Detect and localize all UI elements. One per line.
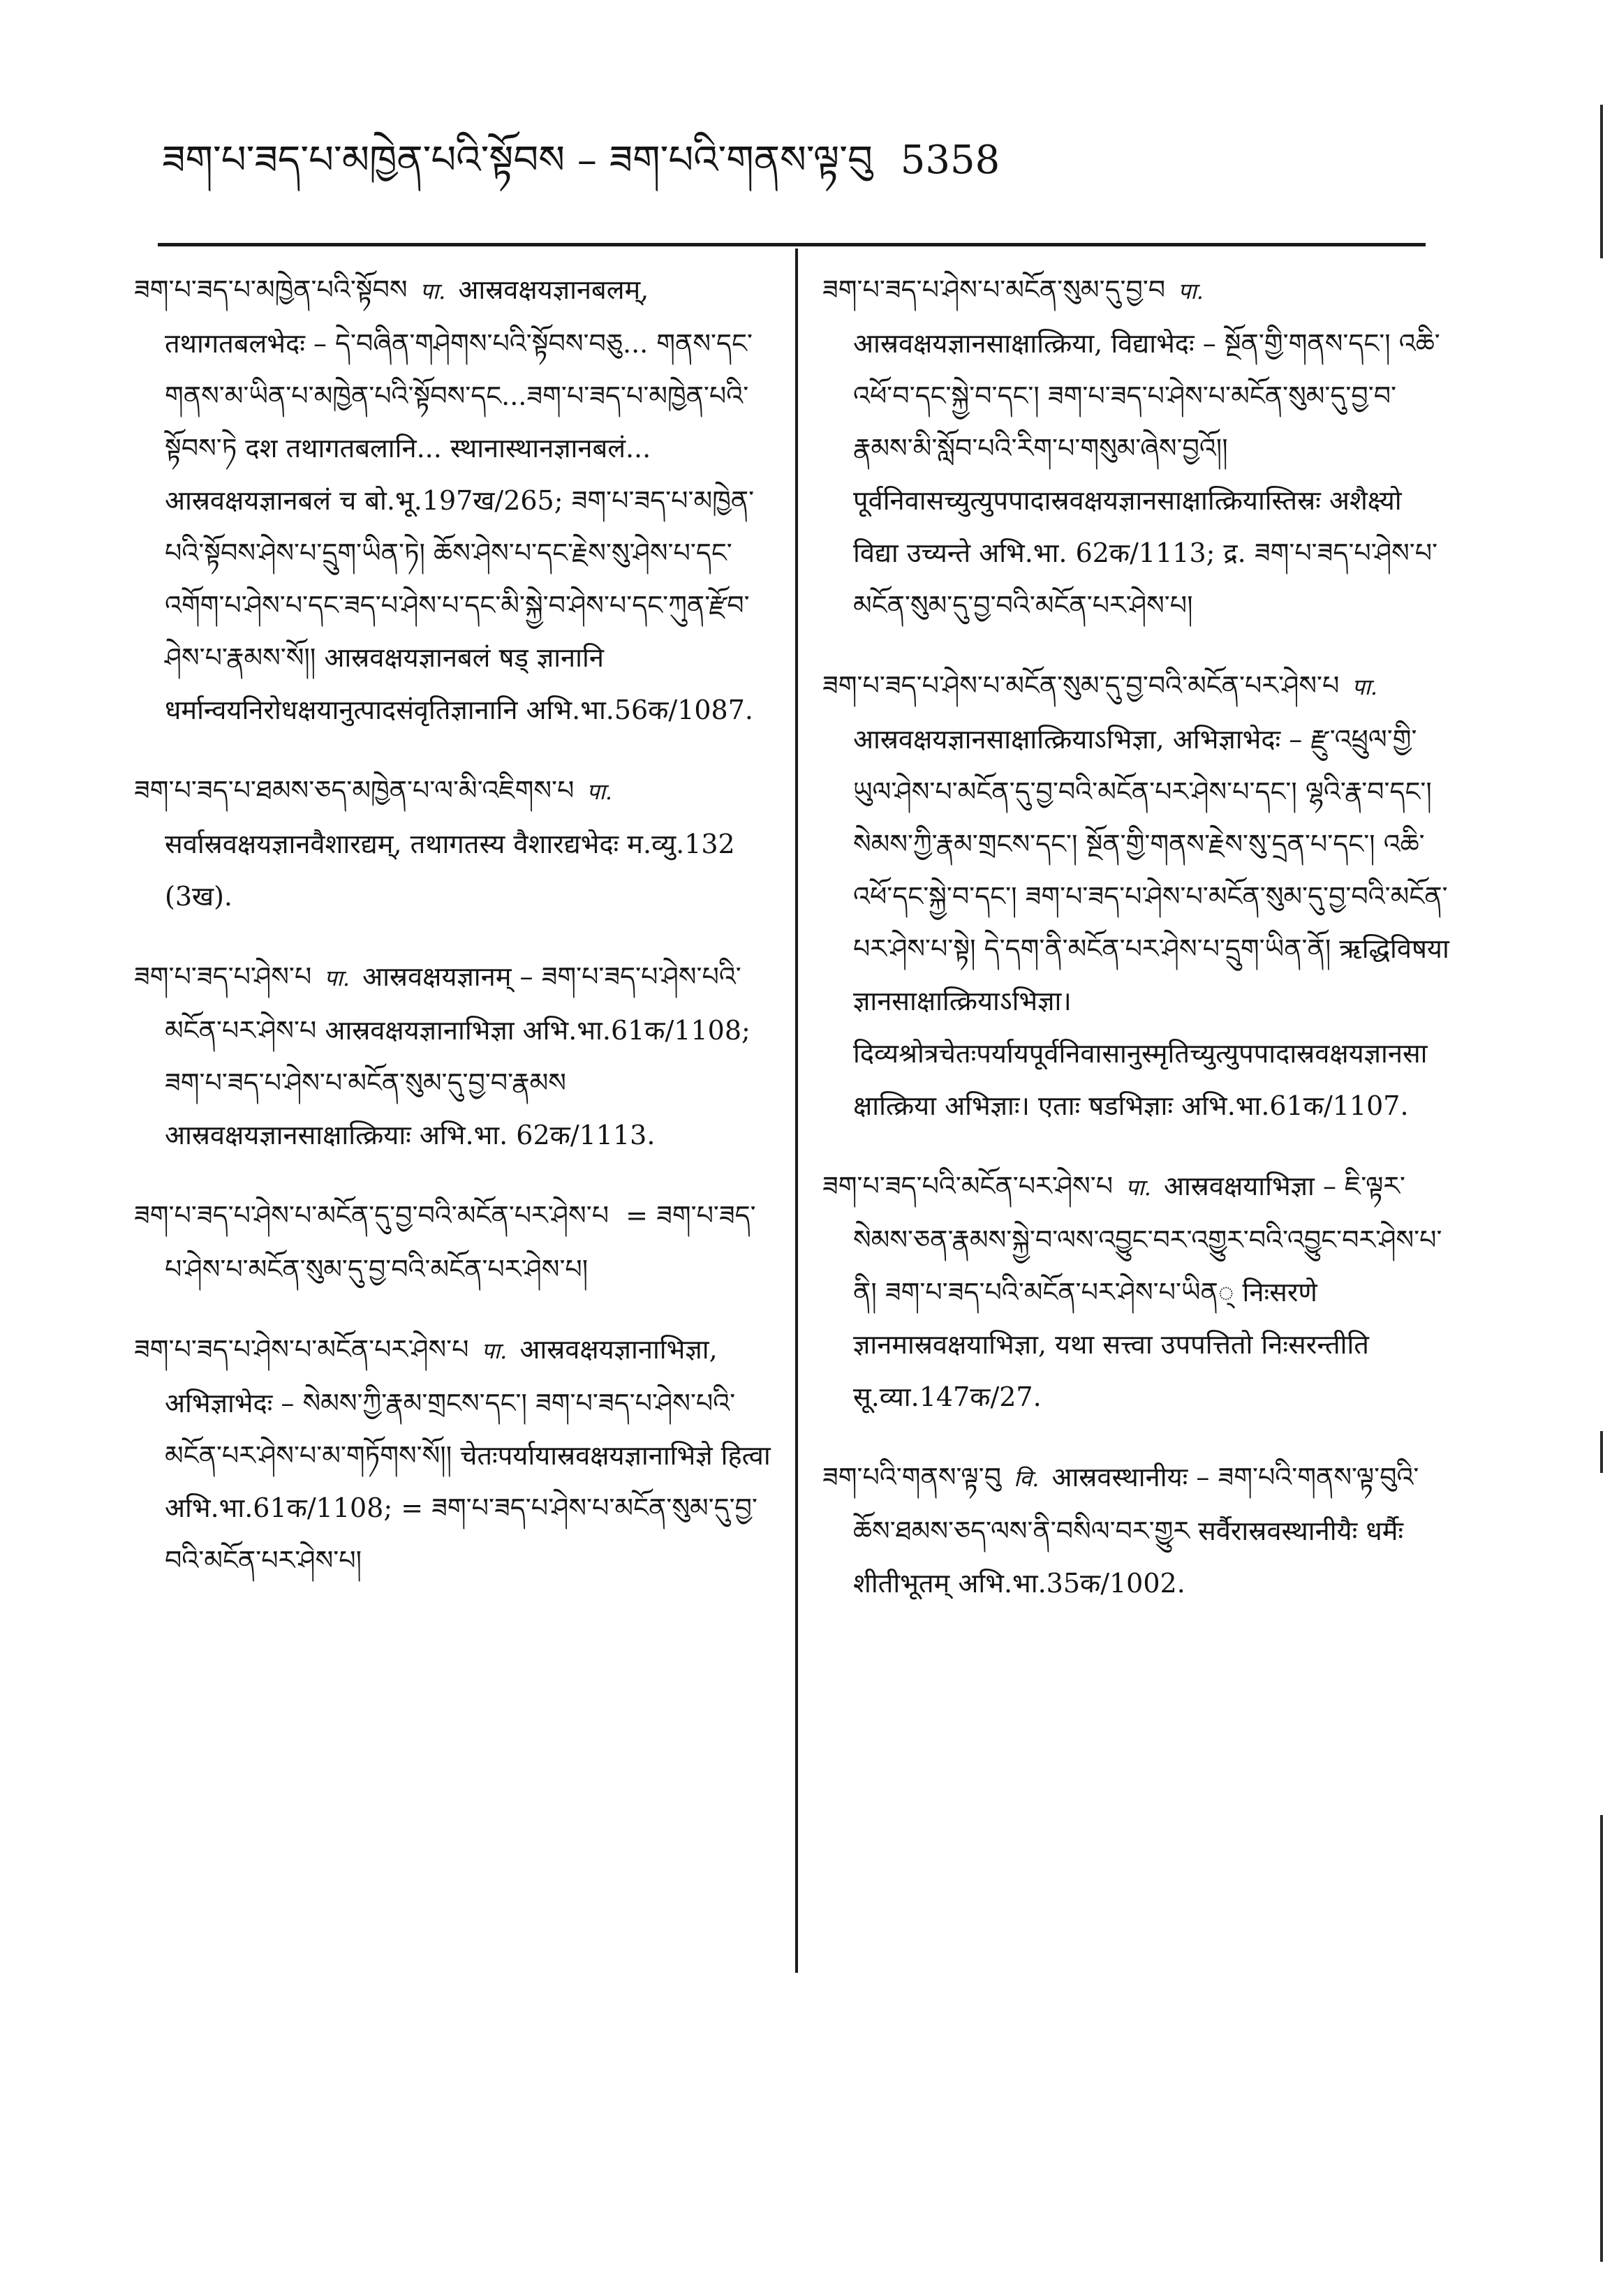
grammar-abbreviation: पा.	[1178, 278, 1204, 304]
header-rule	[158, 243, 1426, 246]
dictionary-entry	[822, 264, 1451, 632]
left-column	[134, 264, 771, 1615]
grammar-abbreviation: वि.	[1014, 1465, 1040, 1492]
dictionary-entry	[822, 1160, 1451, 1423]
grammar-abbreviation: पा.	[1352, 674, 1378, 700]
running-header	[162, 133, 1488, 188]
page-number: 5358	[900, 138, 1000, 183]
entry-headword: ཟག་པ་ཟད་པ་མཁྱེན་པའི་སྟོབས	[134, 274, 408, 305]
entry-body: सर्वास्रवक्षयज्ञानवैशारद्यम्, तथागतस्य वैशारद्यभेदः म.व्यु.132 (3ख).	[165, 829, 735, 912]
entry-headword: ཟག་པ་ཟད་པ་ཤེས་པ་མངོན་སུམ་དུ་བྱ་བ	[822, 274, 1166, 305]
grammar-abbreviation: पा.	[1125, 1174, 1151, 1201]
entry-body: आस्रवक्षयज्ञानसाक्षात्क्रियाऽभिज्ञा, अभिज्ञाभेदः – རྫུ་འཕྲུལ་གྱི་ཡུལ་ཤེས་པ་མངོན་དུ་བྱ་བའི་མངོན་པར་ཤེས་པ་དང་། ལྷའི་རྣ་བ་དང་། སེམས་ཀྱི་རྣམ་གྲངས་དང་། སྔོན་གྱི་གནས་རྗེས་སུ་དྲན་པ་དང་། འཆི་འཕོ་དང་སྐྱེ་བ་དང་། ཟག་པ་ཟད་པ་ཤེས་པ་མངོན་སུམ་དུ་བྱ་བའི་མངོན་པར་ཤེས་པ་སྟེ། དེ་དག་ནི་མངོན་པར་ཤེས་པ་དྲུག་ཡིན་ནོ། ऋद्धिविषया ज्ञानसाक्षात्क्रियाऽभिज्ञा। दिव्यश्रोत्रचेतःपर्यायपूर्वनिवासानुस्मृतिच्युत्युपपादास्रवक्षयज्ञानसाक्षात्क्रिया अभिज्ञाः। एताः षडभिज्ञाः अभि.भा.61क/1107.	[853, 724, 1449, 1121]
entry-headword: ཟག་པ་ཟད་པ་ཤེས་པ་མངོན་དུ་བྱ་བའི་མངོན་པར་ཤེས་པ	[134, 1200, 609, 1231]
entry-body: आस्रवक्षयाभिज्ञा – ཇི་ལྟར་སེམས་ཅན་རྣམས་སྐྱེ་བ་ལས་འབྱུང་བར་འགྱུར་བའི་འབྱུང་བར་ཤེས་པ་ནི། ཟག་པ་ཟད་པའི་མངོན་པར་ཤེས་པ་ཡིན् निःसरणे ज्ञानमास्रवक्षयाभिज्ञा, यथा सत्त्वा उपपत्तितो निःसरन्तीति सू.व्या.147क/27.	[853, 1171, 1442, 1412]
entry-headword: ཟག་པ་ཟད་པའི་མངོན་པར་ཤེས་པ	[822, 1171, 1114, 1201]
dictionary-entry	[134, 264, 771, 736]
right-column	[822, 264, 1451, 1638]
dictionary-entry	[134, 764, 771, 923]
scan-edge-mark	[1600, 1815, 1603, 2262]
grammar-abbreviation: पा.	[420, 278, 446, 304]
entry-headword: ཟག་པའི་གནས་ལྟ་བུ	[822, 1462, 1002, 1493]
column-divider	[795, 249, 798, 1973]
dictionary-entry	[134, 1324, 771, 1587]
entry-headword: ཟག་པ་ཟད་པ་ཐམས་ཅད་མཁྱེན་པ་ལ་མི་འཇིགས་པ	[134, 775, 575, 806]
entry-body: आस्रवस्थानीयः – ཟག་པའི་གནས་ལྟ་བུའི་ཆོས་ཐམས་ཅད་ལས་ནི་བསིལ་བར་གྱུར सर्वैरास्रवस्थानीयैः धर्मैः शीतीभूतम् अभि.भा.35क/1002.	[853, 1462, 1419, 1599]
entry-body: आस्रवक्षयज्ञानबलम्, तथागतबलभेदः – དེ་བཞིན་གཤེགས་པའི་སྟོབས་བཅུ... གནས་དང་གནས་མ་ཡིན་པ་མཁྱེན་པའི་སྟོབས་དང...ཟག་པ་ཟད་པ་མཁྱེན་པའི་སྟོབས་ཏེ दश तथागतबलानि... स्थानास्थानज्ञानबलं... आस्रवक्षयज्ञानबलं च बो.भू.197ख/265; ཟག་པ་ཟད་པ་མཁྱེན་པའི་སྟོབས་ཤེས་པ་དྲུག་ཡིན་ཏེ། ཆོས་ཤེས་པ་དང་རྗེས་སུ་ཤེས་པ་དང་འགོག་པ་ཤེས་པ་དང་ཟད་པ་ཤེས་པ་དང་མི་སྐྱེ་བ་ཤེས་པ་དང་ཀུན་རྫོབ་ཤེས་པ་རྣམས་སོ།། आस्रवक्षयज्ञानबलं षड् ज्ञानानि धर्मान्वयनिरोधक्षयानुत्पादसंवृतिज्ञानानि अभि.भा.56क/1087.	[165, 274, 755, 725]
dictionary-entry	[134, 951, 771, 1162]
entry-body: आस्रवक्षयज्ञानाभिज्ञा, अभिज्ञाभेदः – སེམས་ཀྱི་རྣམ་གྲངས་དང་། ཟག་པ་ཟད་པ་ཤེས་པའི་མངོན་པར་ཤེས་པ་མ་གཏོགས་སོ།། चेतःपर्यायास्रवक्षयज्ञानाभिज्ञे हित्वा अभि.भा.61क/1108; = ཟག་པ་ཟད་པ་ཤེས་པ་མངོན་སུམ་དུ་བྱ་བའི་མངོན་པར་ཤེས་པ།	[165, 1334, 771, 1576]
header-title: ཟག་པ་ཟད་པ་མཁྱེན་པའི་སྟོབས – ཟག་པའི་གནས་ལྟ་བུ	[162, 138, 873, 183]
grammar-abbreviation	[617, 1203, 626, 1230]
entry-headword: ཟག་པ་ཟད་པ་ཤེས་པ་མངོན་སུམ་དུ་བྱ་བའི་མངོན་པར་ཤེས་པ	[822, 670, 1340, 701]
entry-body: आस्रवक्षयज्ञानम् – ཟག་པ་ཟད་པ་ཤེས་པའི་མངོན་པར་ཤེས་པ आस्रवक्षयज्ञानाभिज्ञा अभि.भा.61क/1108; ཟག་པ་ཟད་པ་ཤེས་པ་མངོན་སུམ་དུ་བྱ་བ་རྣམས आस्रवक्षयज्ञानसाक्षात्क्रियाः अभि.भा. 62क/1113.	[165, 961, 751, 1150]
entry-headword: ཟག་པ་ཟད་པ་ཤེས་པ	[134, 961, 312, 992]
dictionary-entry	[822, 660, 1451, 1132]
scan-edge-mark	[1600, 1431, 1603, 1473]
entry-body: आस्रवक्षयज्ञानसाक्षात्क्रिया, विद्याभेदः – སྔོན་གྱི་གནས་དང་། འཆི་འཕོ་བ་དང་སྐྱེ་བ་དང་། ཟག་པ་ཟད་པ་ཤེས་པ་མངོན་སུམ་དུ་བྱ་བ་རྣམས་མི་སློབ་པའི་རིག་པ་གསུམ་ཞེས་བྱའོ།། पूर्वनिवासच्युत्युपपादास्रवक्षयज्ञानसाक्षात्क्रियास्तिस्रः अशैक्ष्यो विद्या उच्यन्ते अभि.भा. 62क/1113; द्र. ཟག་པ་ཟད་པ་ཤེས་པ་མངོན་སུམ་དུ་བྱ་བའི་མངོན་པར་ཤེས་པ།	[853, 328, 1440, 621]
dictionary-entry	[822, 1451, 1451, 1610]
grammar-abbreviation: पा.	[481, 1338, 508, 1364]
dictionary-entry	[134, 1190, 771, 1296]
scan-edge-mark	[1600, 105, 1603, 258]
grammar-abbreviation: पा.	[324, 965, 350, 991]
grammar-abbreviation: पा.	[586, 778, 613, 805]
entry-headword: ཟག་པ་ཟད་པ་ཤེས་པ་མངོན་པར་ཤེས་པ	[134, 1334, 469, 1365]
entry-body: = ཟག་པ་ཟད་པ་ཤེས་པ་མངོན་སུམ་དུ་བྱ་བའི་མངོན་པར་ཤེས་པ།	[165, 1200, 756, 1284]
